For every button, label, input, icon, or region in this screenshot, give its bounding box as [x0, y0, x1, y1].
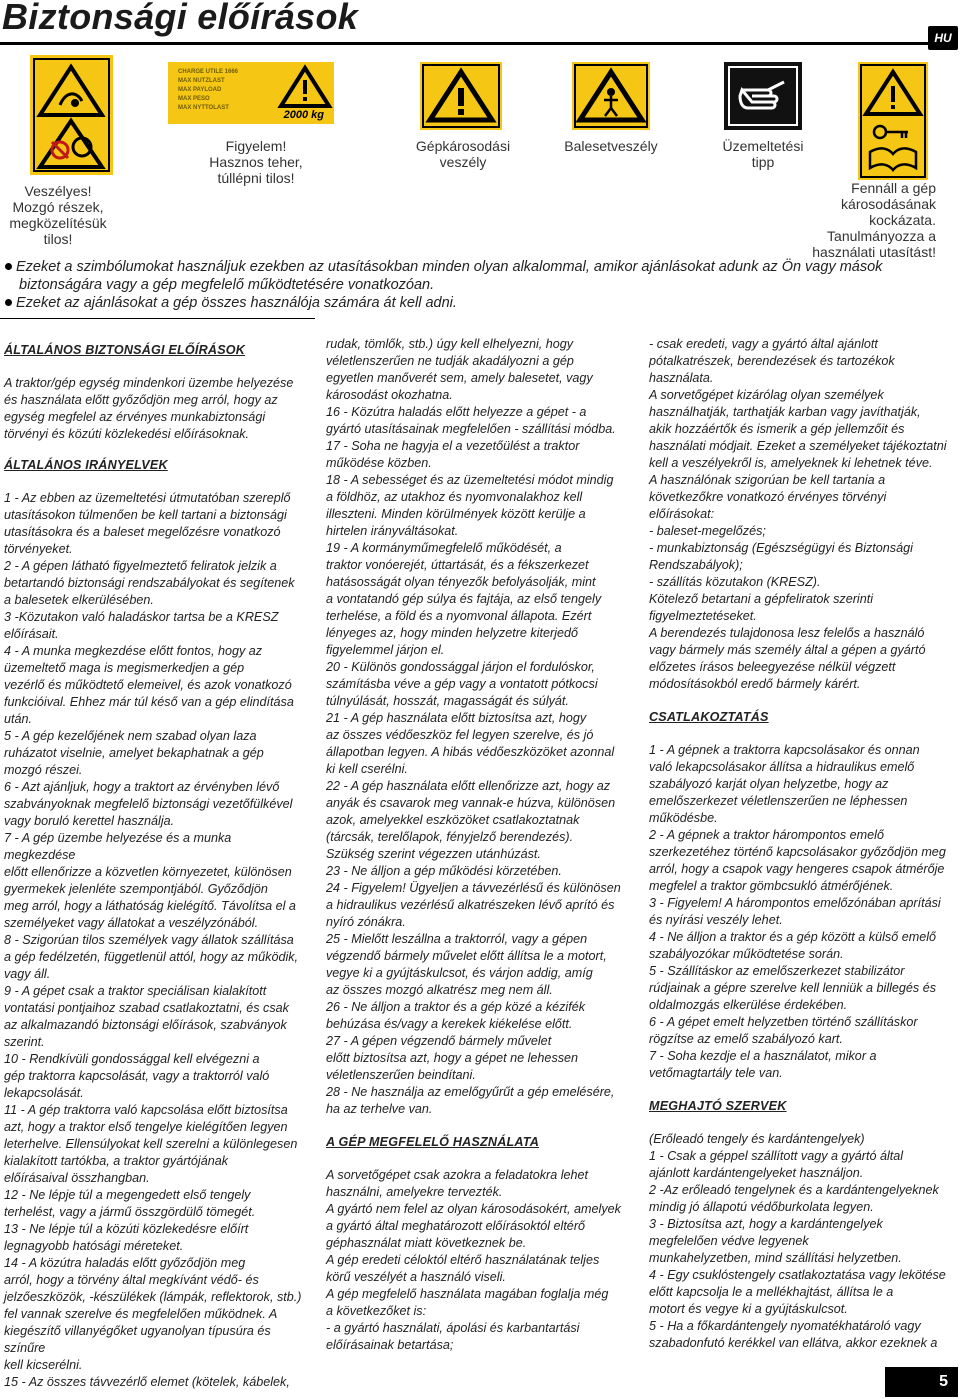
text-line: fel vannak szerelve és megfelelően működnek. A	[4, 1307, 278, 1321]
label-line: veszély	[439, 154, 487, 170]
page-title: Biztonsági előírások	[2, 0, 359, 37]
text-line: betartandó biztonsági rendszabályokat és segítenek	[4, 576, 295, 590]
section-heading: MEGHAJTÓ SZERVEK	[649, 1099, 787, 1113]
text-line: és nyírási veszély lehet.	[649, 913, 783, 927]
operation-tip-sign	[724, 62, 802, 130]
text-line: A sorvetőgépet kizárólag olyan személyek	[649, 388, 884, 402]
text-line: 25 - Mielőtt leszállna a traktorról, vagy a gépen	[326, 932, 588, 946]
text-line: terhelése, a föld és a nyomvonal állapota. Ezért	[326, 609, 592, 623]
text-line: legnagyobb hatósági méreteket.	[4, 1239, 184, 1253]
symbol-notes	[3, 258, 923, 312]
text-line: rudak, tömlők, stb.) úgy kell elhelyezni, hogy	[326, 337, 574, 351]
text-line: szabályozó karját olyan helyzetbe, hogy az	[649, 777, 889, 791]
text-line: az összes védőeszköz fel legyen szerelve, és jó	[326, 728, 594, 742]
text-line: 1 - Csak a géppel szállított vagy a gyártó által	[649, 1149, 904, 1163]
text-line: Kötelező betartani a gépfeliratok szerinti	[649, 592, 874, 606]
text-line: megfelel a traktor gömbcsukló átmérőjének.	[649, 879, 894, 893]
text-line: kell a veszélyekről is, amelyeknek ki lehetnek téve.	[649, 456, 933, 470]
header-rule	[0, 42, 928, 45]
text-line: munkahelyzetben, mind szállítási helyzetben.	[649, 1251, 902, 1265]
text-line: 7 - A gép üzembe helyezése és a munka megkezdése	[4, 831, 232, 862]
text-line: 21 - A gép használata előtt biztosítsa azt, hogy	[326, 711, 587, 725]
text-line: hatásosságát olyan tényezők befolyásolják, mint	[326, 575, 596, 589]
text-line: Rendszabályok);	[649, 558, 743, 572]
text-line: előírásokat:	[649, 507, 715, 521]
text-line: 26 - Ne álljon a traktor és a gép közé a kézifék	[326, 1000, 586, 1014]
text-line: - a gyártó használati, ápolási és karbantartási	[326, 1321, 580, 1335]
label-line: túllépni tilos!	[217, 170, 295, 186]
proper-use-continued-text	[649, 336, 949, 693]
manual-label	[808, 180, 936, 260]
text-line: figyelmeztetéseket.	[649, 609, 757, 623]
text-line: motort és vegye ki a gyújtáskulcsot.	[649, 1302, 848, 1316]
text-line: 6 - Azt ajánljuk, hogy a traktort az érvényben lévő	[4, 780, 280, 794]
text-line: és használata előtt győződjön meg arról, hogy az	[4, 393, 278, 407]
text-line: szabadonfutó kerékkel van ellátva, akkor ezeknek a	[649, 1336, 938, 1350]
accident-warning-sign	[572, 62, 650, 130]
text-line: rúdjainak a gépre szerelve kell lenniük a billegés és	[649, 981, 937, 995]
label-line: tilos!	[43, 231, 73, 247]
text-line: 5 - Ha a főkardántengely nyomatékhatároló vagy	[649, 1319, 921, 1333]
machine-damage-warning-sign	[420, 62, 502, 130]
text-line: gyártó utasításainak megfelelően - szállítási módba.	[326, 422, 616, 436]
bullet-icon	[5, 263, 12, 270]
text-line: a gyártó által meghatározott előírásoktól eltérő	[326, 1219, 586, 1233]
label-line: Tanulmányozza a	[827, 228, 936, 244]
text-line: 7 - Soha kezdje el a használatot, mikor a	[649, 1049, 877, 1063]
text-line: előírásait.	[4, 627, 59, 641]
label-line: Üzemeltetési	[722, 138, 804, 154]
text-line: a hidraulikus vezérlésű alkatrészeken lévő aprító és	[326, 898, 615, 912]
section-heading: A GÉP MEGFELELŐ HASZNÁLATA	[326, 1135, 539, 1149]
bullet-text: Ezeket az ajánlásokat a gép összes használója számára át kell adni.	[16, 295, 457, 311]
text-line: 2 - A gépen látható figyelmeztető feliratok jelzik a	[4, 559, 277, 573]
text-line: a gép fedélzetén, függetlenül attól, hogy az működik,	[4, 950, 299, 964]
payload-warning-triangle	[275, 62, 335, 112]
text-line: (tárcsák, terelőlapok, fényjelző berendezés).	[326, 830, 574, 844]
text-line: (Erőleadó tengely és kardántengelyek)	[649, 1132, 865, 1146]
text-line: 20 - Különös gondossággal járjon el fordulóskor,	[326, 660, 595, 674]
text-line: mozgó részei.	[4, 763, 83, 777]
text-line: mindig jó állapotú védőburkolata legyen.	[649, 1200, 874, 1214]
text-line: kell kicserélni.	[4, 1358, 83, 1372]
text-line: 22 - A gép használata előtt ellenőrizze azt, hogy az	[326, 779, 610, 793]
text-line: azok, amelyekkel eszközöket csatlakoztatnak	[326, 813, 580, 827]
text-line: vegye ki a gyújtáskulcsot, és várjon addig, amíg	[326, 966, 593, 980]
text-line: következőkre vonatkozó érvényes törvényi	[649, 490, 887, 504]
text-line: 1 - A gépnek a traktorra kapcsolásakor és onnan	[649, 743, 920, 757]
text-line: 14 - A közútra haladás előtt győződjön meg	[4, 1256, 246, 1270]
text-line: terhelést, vagy a jármű összgördülő tömegét.	[4, 1205, 256, 1219]
section-divider	[0, 318, 315, 319]
text-line: előírásainak betartása;	[326, 1338, 454, 1352]
text-line: pótalkatrészek, berendezések és tartozékok	[649, 354, 895, 368]
text-line: véletlenszerűen ne tudják akadályozni a gép	[326, 354, 574, 368]
danger-label	[0, 183, 116, 247]
text-line: körű veszélyét a használó viseli.	[326, 1270, 506, 1284]
plate-weight: 2000 kg	[283, 109, 324, 121]
plate-line: MAX NYTTOLAST	[178, 105, 229, 111]
text-line: figyelemmel járjon el.	[326, 643, 445, 657]
text-line: szerint.	[4, 1035, 45, 1049]
text-line: végzendő bármely művelet előtt állítsa le a motort,	[326, 949, 607, 963]
text-line: A gyártó nem felel az olyan károsodásokért, amelyek	[326, 1202, 621, 1216]
text-line: egység megfelel az érvényes munkabiztonsági	[4, 410, 266, 424]
text-line: géphasználat miatt következnek be.	[326, 1236, 527, 1250]
text-line: állapotban legyen. A hibás védőeszközöket azonnal	[326, 745, 615, 759]
label-line: Mozgó részek,	[12, 199, 104, 215]
text-line: arról, hogy a törvény által megkívánt védő- és	[4, 1273, 259, 1287]
text-line: 2 -Az erőleadó tengelynek és a kardántengelyeknek	[649, 1183, 939, 1197]
label-line: használati utasítást!	[812, 244, 936, 260]
text-line: akik hozzáértők és ismerik a gép jellemzőit és	[649, 422, 905, 436]
text-line: traktor vonóerejét, úttartását, és a fékszerkezet	[326, 558, 589, 572]
text-line: - csak eredeti, vagy a gyártó által ajánlott	[649, 337, 878, 351]
bullet-icon	[5, 299, 12, 306]
text-line: a földhöz, az utakhoz és nyomvonalakhoz kell	[326, 490, 583, 504]
label-line: Figyelem!	[225, 138, 287, 154]
text-line: jelzőeszközök, -készülékek (lámpák, reflektorok, stb.)	[4, 1290, 302, 1304]
text-line: előtt kapcsolja le a mellékhajtást, állítsa le a	[649, 1285, 894, 1299]
machine-damage-label	[404, 138, 522, 170]
column-3	[649, 336, 949, 1352]
caution-label	[196, 138, 316, 186]
text-line: funkcióival. Ehhez már túl késő van a gép elindítása	[4, 695, 294, 709]
text-line: 8 - Szigorúan tilos személyek vagy állatok szállítása	[4, 933, 294, 947]
text-line: üzemeltető maga is megismerkedjen a gép	[4, 661, 245, 675]
bullet-continuation: biztonságára vagy a gép megfelelő működtetésére vonatkozóan.	[19, 277, 435, 293]
label-line: Veszélyes!	[24, 183, 92, 199]
text-line: 24 - Figyelem! Ügyeljen a távvezérlésű és különösen	[326, 881, 621, 895]
accident-label	[552, 138, 670, 154]
moving-parts-warning-sign	[30, 55, 113, 175]
text-line: megfelelően védve legyenek	[649, 1234, 809, 1248]
text-line: 5 - Szállításkor az emelőszerkezet stabilizátor	[649, 964, 905, 978]
text-line: működése közben.	[326, 456, 432, 470]
text-line: az alkalmazandó biztonsági előírások, szabványok	[4, 1018, 287, 1032]
section-heading: ÁLTALÁNOS IRÁNYELVEK	[4, 458, 168, 472]
label-line: tipp	[751, 154, 775, 170]
text-line: működésbe.	[649, 811, 718, 825]
text-line: utasításokra és a baleset megelőzésre vonatkozó	[4, 525, 281, 539]
text-line: A traktor/gép egység mindenkori üzembe helyezése	[4, 376, 294, 390]
text-line: A berendezés tulajdonosa lesz felelős a használó	[649, 626, 925, 640]
label-line: Gépkárosodási	[415, 138, 511, 154]
plate-line: MAX PESO	[178, 96, 210, 102]
section-heading: ÁLTALÁNOS BIZTONSÁGI ELŐÍRÁSOK	[4, 343, 246, 357]
label-line: Balesetveszély	[564, 138, 658, 154]
text-line: a vontatandó gép súlya és fajtája, az első tengely	[326, 592, 602, 606]
text-line: az összes mozgó alkatrész meg nem áll.	[326, 983, 553, 997]
text-line: törvényi és közúti közlekedési előírásoknak.	[4, 427, 250, 441]
text-line: a balesetek elkerülésében.	[4, 593, 154, 607]
bullet-item	[3, 258, 923, 276]
text-line: előtt biztosítsa azt, hogy a gépet ne lehessen	[326, 1051, 579, 1065]
read-manual-sign	[858, 62, 928, 180]
text-line: kialakított tartókba, a traktor gyártójának	[4, 1154, 229, 1168]
text-line: oldalmozgás elkerülése érdekében.	[649, 998, 848, 1012]
text-line: illeszteni. Minden körülmények között kerülje a	[326, 507, 586, 521]
text-line: előtt ellenőrizze a közvetlen környezetet, különösen	[4, 865, 292, 879]
text-line: rögzítse az emelő szabályozó kart.	[649, 1032, 843, 1046]
text-line: károsodást okozhatna.	[326, 388, 453, 402]
text-line: vezérlő és működtető elemeivel, és azok vonatkozó	[4, 678, 292, 692]
text-line: 28 - Ne használja az emelőgyűrűt a gép emelésére,	[326, 1085, 615, 1099]
text-line: 4 - Ne álljon a traktor és a gép között a külső emelő	[649, 930, 937, 944]
text-line: vagy boruló kerettel használja.	[4, 814, 175, 828]
text-line: lényeges az, hogy minden helyzetre kiterjedő	[326, 626, 579, 640]
label-line: károsodásának	[841, 196, 936, 212]
text-line: kiegészítő villanyégőket ugyanolyan típusúra és színűre	[4, 1324, 271, 1355]
plate-line: MAX NUTZLAST	[178, 78, 225, 84]
text-line: 17 - Soha ne hagyja el a vezetőülést a traktor	[326, 439, 580, 453]
text-line: a következőket is:	[326, 1304, 427, 1318]
proper-use-text	[326, 1167, 626, 1354]
text-line: 2 - A gépnek a traktor hárompontos emelő	[649, 828, 884, 842]
text-line: véletlenszerűen beindítani.	[326, 1068, 476, 1082]
page-number: 5	[885, 1367, 958, 1397]
language-badge: HU	[928, 26, 958, 50]
text-line: használati módjait. Ezeket a személyeket tájékoztatni	[649, 439, 947, 453]
column-1	[4, 336, 304, 1391]
guidelines-continued-text	[326, 336, 626, 1118]
text-line: módosításokból eredő bármely kárért.	[649, 677, 861, 691]
text-line: ruházatot viselnie, amelyet bekaphatnak a gép	[4, 746, 264, 760]
bullet-text: Ezeket a szimbólumokat használjuk ezekben az utasításokban minden olyan alkalommal, amikor ajánlásokat adunk az Ön vagy mások	[16, 259, 883, 275]
page-header	[0, 0, 960, 50]
text-line: meg arról, hogy a láthatóság kielégítő. Távolítsa el a	[4, 899, 296, 913]
plate-line: CHARGE UTILE 1666	[178, 69, 239, 75]
text-line: 23 - Ne álljon a gép működési körzetében.	[326, 864, 562, 878]
text-line: használhatják, tarthatják karban vagy javíthatják,	[649, 405, 921, 419]
text-line: behúzása és/vagy a kerekek kiékelése előtt.	[326, 1017, 573, 1031]
text-line: ha az terhelve van.	[326, 1102, 433, 1116]
intro-paragraph	[4, 375, 304, 443]
text-line: 27 - A gépen végzendő bármely művelet	[326, 1034, 552, 1048]
text-line: vetőmagtartály tele van.	[649, 1066, 783, 1080]
text-line: számításba véve a gép vagy a vontatott pótkocsi	[326, 677, 598, 691]
plate-line: MAX PAYLOAD	[178, 87, 222, 93]
text-line: gép traktorra kapcsolását, vagy a traktorról való	[4, 1069, 270, 1083]
operation-tip-label	[704, 138, 822, 170]
label-line: Hasznos teher,	[209, 154, 303, 170]
coupling-text	[649, 742, 949, 1082]
drive-elements-text	[649, 1131, 949, 1352]
text-line: A gép eredeti céloktól eltérő használatának teljes	[326, 1253, 600, 1267]
text-line: anyák és csavarok meg vannak-e húzva, különösen	[326, 796, 616, 810]
text-line: A használónak szigorúan be kell tartania a	[649, 473, 886, 487]
text-line: A gép megfelelő használata magában foglalja még	[326, 1287, 609, 1301]
text-line: 3 -Közutakon való haladáskor tartsa be a KRESZ	[4, 610, 279, 624]
text-line: - munkabiztonság (Egészségügyi és Biztonsági	[649, 541, 913, 555]
text-line: hirtelen irányváltásokat.	[326, 524, 459, 538]
text-line: 13 - Ne lépje túl a közúti közlekedésre előírt	[4, 1222, 249, 1236]
label-line: kockázata.	[869, 212, 936, 228]
text-line: azt, hogy a traktor első tengelye kielégítően legyen	[4, 1120, 288, 1134]
text-line: nyíró zónákra.	[326, 915, 406, 929]
text-line: törvényeket.	[4, 542, 73, 556]
text-line: 3 - Biztosítsa azt, hogy a kardántengelyek	[649, 1217, 883, 1231]
text-line: - szállítás közutakon (KRESZ).	[649, 575, 821, 589]
text-line: egyetlen manőverét sem, amely balesetet, vagy	[326, 371, 593, 385]
text-line: használata.	[649, 371, 714, 385]
bullet-item	[3, 294, 923, 312]
text-line: A sorvetőgépet csak azokra a feladatokra lehet	[326, 1168, 589, 1182]
text-line: 4 - Egy csuklóstengely csatlakoztatása vagy lekötése	[649, 1268, 946, 1282]
text-line: utasításokon túlmenően be kell tartani a biztonsági	[4, 508, 287, 522]
text-line: előzetes írásos beleegyezése nélkül végzett	[649, 660, 896, 674]
text-line: ajánlott kardántengelyeket használjon.	[649, 1166, 864, 1180]
text-line: használni, amelyekre tervezték.	[326, 1185, 503, 1199]
text-line: vagy bármely más személy által a gépen a gyártó	[649, 643, 926, 657]
text-line: 11 - A gép traktorra való kapcsolása előtt biztosítsa	[4, 1103, 288, 1117]
text-line: leterhelve. Ellensúlyokat kell szerelni a különlegesen	[4, 1137, 298, 1151]
label-line: Fennáll a gép	[851, 180, 936, 196]
text-line: lekapcsolását.	[4, 1086, 84, 1100]
label-line: megközelítésük	[9, 215, 107, 231]
text-line: szabályozókar működtetése során.	[649, 947, 844, 961]
text-line: ki kell cserélni.	[326, 762, 408, 776]
text-line: Szükség szerint végezzen utánhúzást.	[326, 847, 541, 861]
text-line: túlnyúlását, hosszát, magasságát és súlyát.	[326, 694, 569, 708]
section-heading: CSATLAKOZTATÁS	[649, 710, 769, 724]
text-line: előírásaival összhangban.	[4, 1171, 150, 1185]
text-line: szerkezetéhez történő kapcsolásakor győződjön meg	[649, 845, 946, 859]
text-line: személyeket vagy állatokat a veszélyzónából.	[4, 916, 259, 930]
text-line: 12 - Ne lépje túl a megengedett első tengely	[4, 1188, 251, 1202]
text-line: vontatási pontjaihoz szabad csatlakoztatni, és csak	[4, 1001, 289, 1015]
text-line: arról, hogy a csapok vagy hengeres csapok átmérője	[649, 862, 945, 876]
text-line: gyermekek jelenléte szempontjából. Győződjön	[4, 882, 268, 896]
text-line: 5 - A gép kezelőjének nem szabad olyan laza	[4, 729, 257, 743]
text-line: szabványoknak megfelelő biztonsági vezetőfülkével	[4, 797, 293, 811]
text-line: 15 - Az összes távvezérlő elemet (kötelek, kábelek,	[4, 1375, 290, 1389]
text-line: 16 - Közútra haladás előtt helyezze a gépet - a	[326, 405, 587, 419]
text-line: 1 - Az ebben az üzemeltetési útmutatóban szereplő	[4, 491, 291, 505]
guidelines-text	[4, 490, 304, 1391]
text-line: 9 - A gépet csak a traktor speciálisan kialakított	[4, 984, 267, 998]
text-line: 18 - A sebességet és az üzemeltetési módot mindig	[326, 473, 614, 487]
text-line: 6 - A gépet emelt helyzetben történő szállításkor	[649, 1015, 918, 1029]
text-line: való lekapcsolásakor állítsa a hidraulikus emelő	[649, 760, 915, 774]
text-line: után.	[4, 712, 33, 726]
text-line: vagy áll.	[4, 967, 51, 981]
text-line: - baleset-megelőzés;	[649, 524, 766, 538]
text-line: 10 - Rendkívüli gondossággal kell elvégezni a	[4, 1052, 260, 1066]
text-line: 4 - A munka megkezdése előtt fontos, hogy az	[4, 644, 263, 658]
column-2	[326, 336, 626, 1354]
text-line: emelőszerkezet véletlenszerűen ne léphessen	[649, 794, 908, 808]
text-line: 3 - Figyelem! A hárompontos emelőzónában aprítási	[649, 896, 941, 910]
text-line: 19 - A kormányműmegfelelő működését, a	[326, 541, 562, 555]
